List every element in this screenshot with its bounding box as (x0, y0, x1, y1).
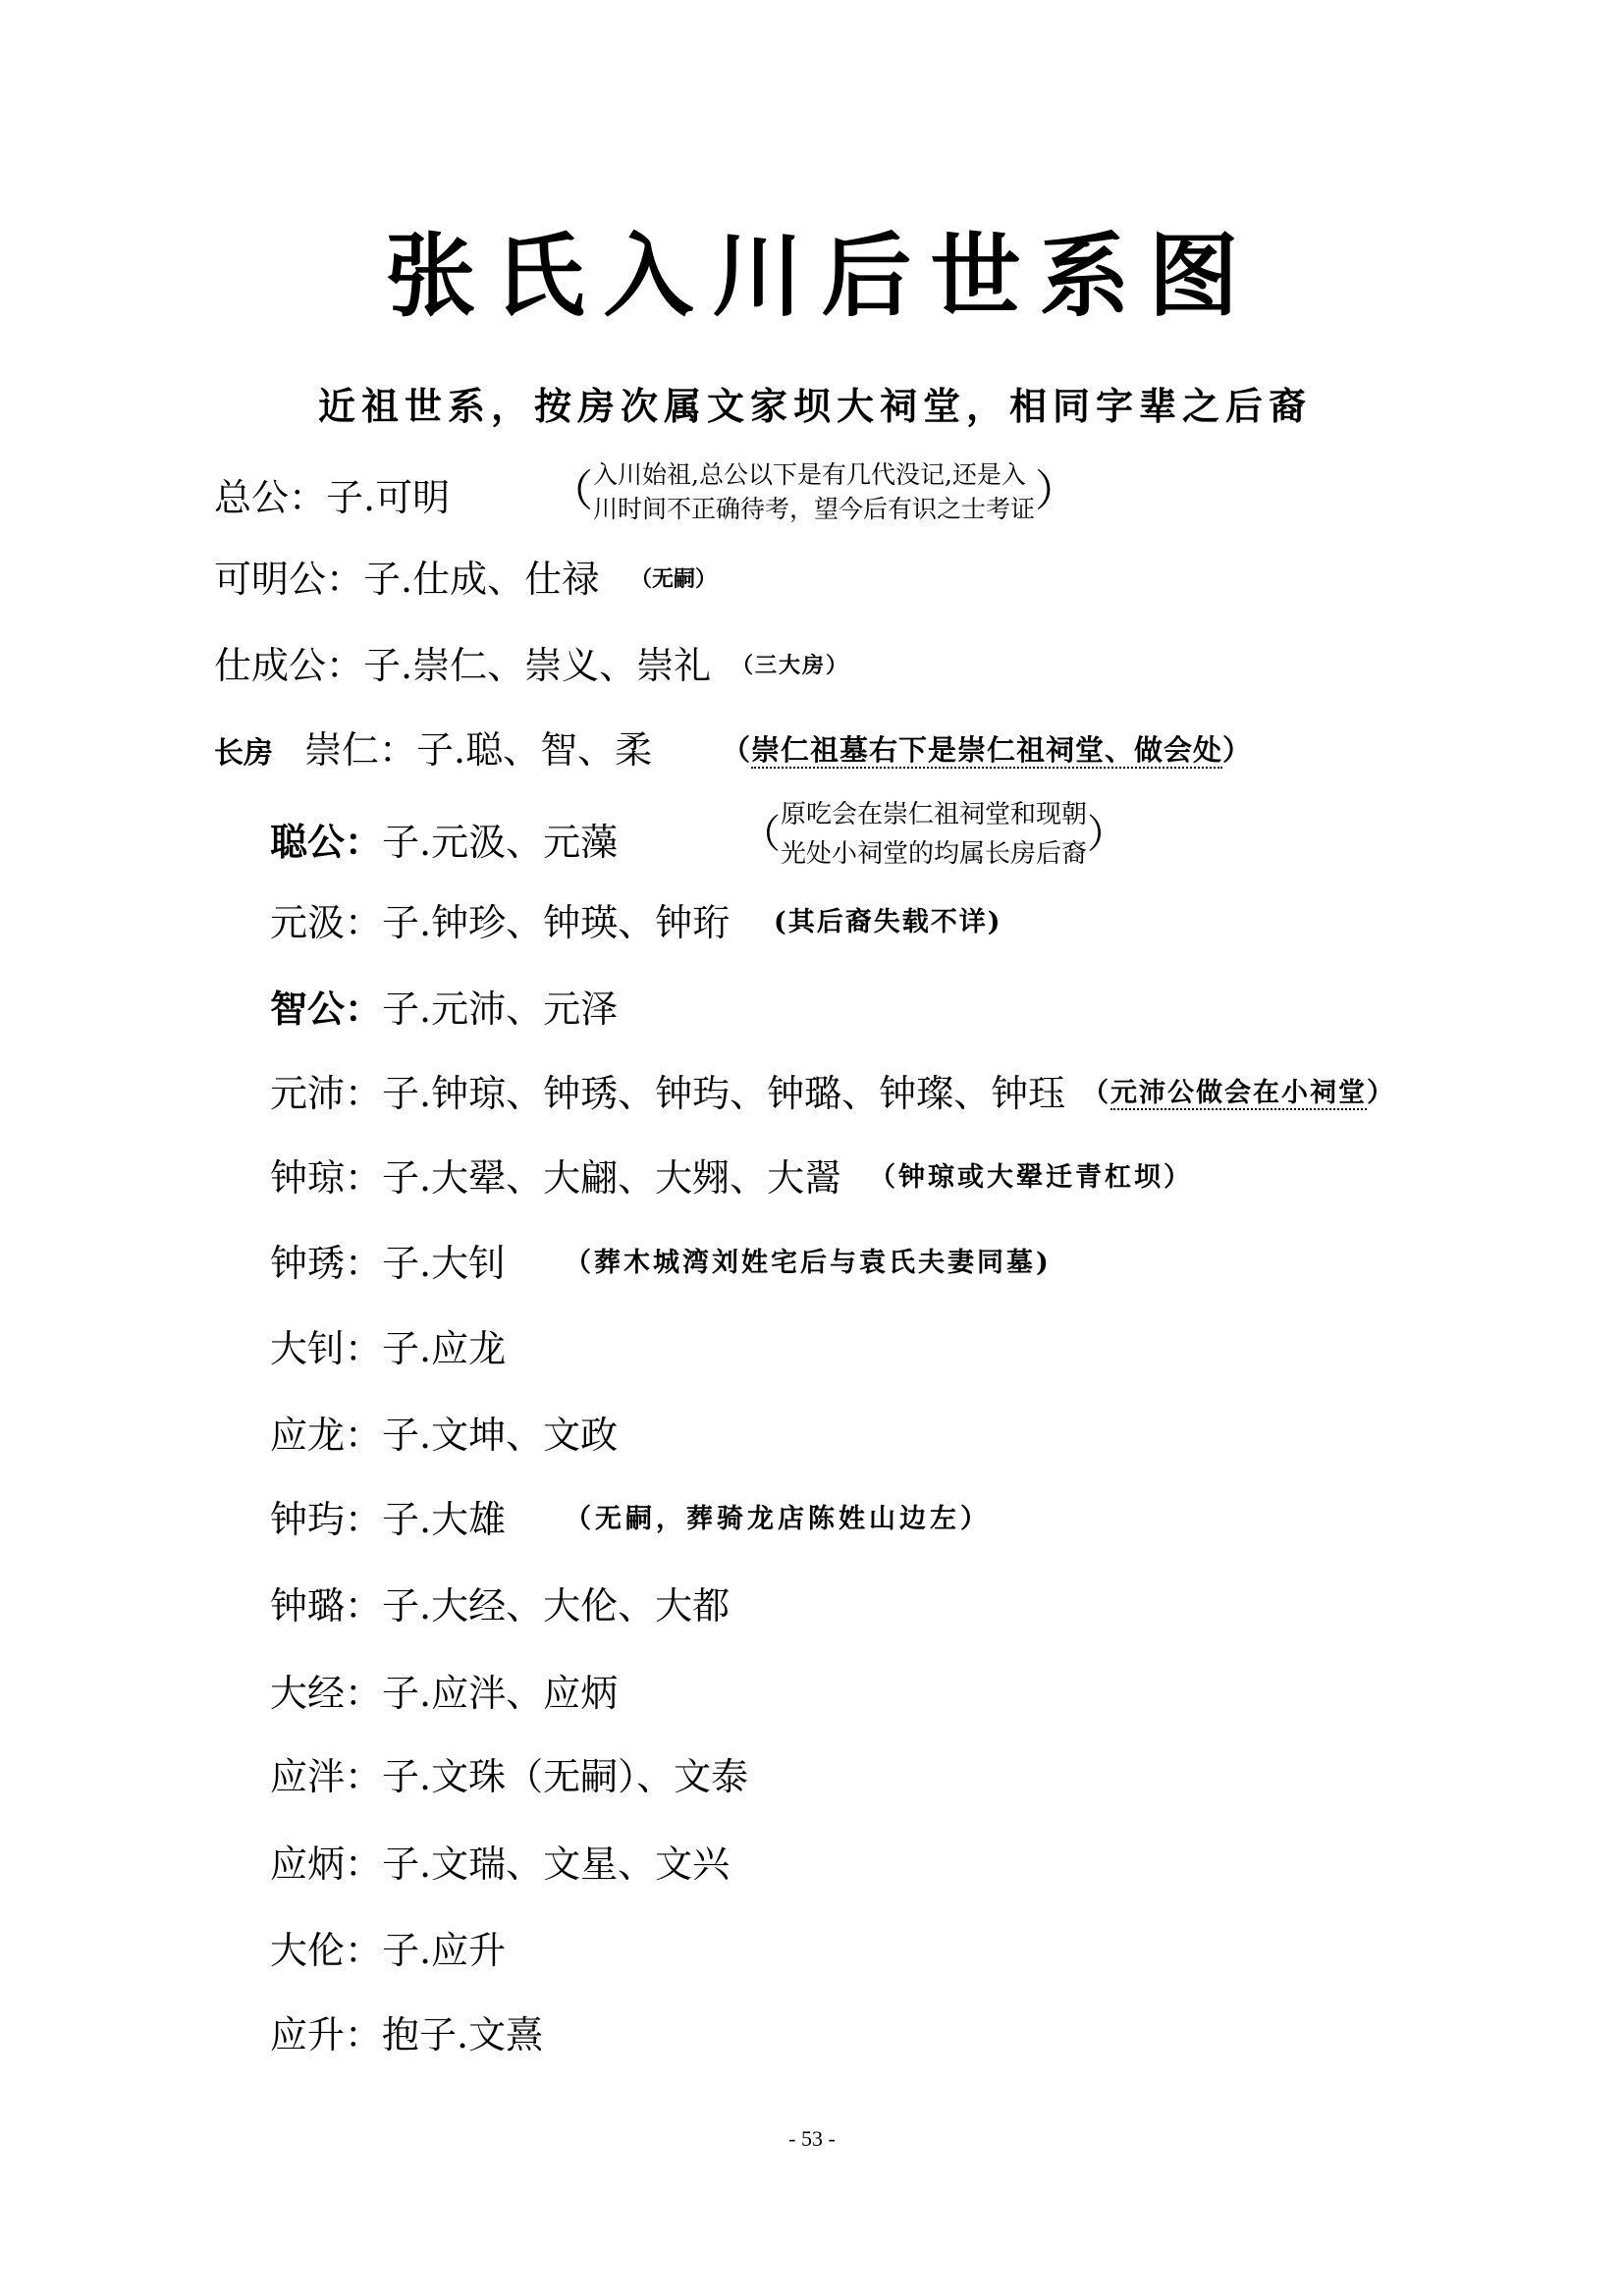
branch-label: 长房 (214, 736, 273, 771)
descendants: 子.文珠（无嗣）、文泰 (382, 1755, 749, 1798)
annotation-open-paren: （ (722, 733, 752, 767)
annotation: （钟琼或大翚迁青杠坝） (869, 1162, 1193, 1193)
ancestor-name: 智公： (270, 987, 383, 1031)
ancestor-name: 聪公： (270, 820, 383, 864)
lineage-row (270, 1927, 506, 1974)
annotation-line: 光处小祠堂的均属长房后裔 (781, 839, 1088, 869)
annotation: （三大房） (731, 653, 850, 678)
descendants: 子.元汲、元藻 (382, 821, 619, 864)
annotation-line: 川时间不正确待考，望今后有识之士考证 (593, 495, 1036, 523)
ancestor-name: 大经： (270, 1672, 383, 1715)
lineage-row (270, 1070, 1065, 1117)
annotation-text: 元沛公做会在小祠堂 (1110, 1078, 1367, 1108)
lineage-row (270, 1154, 841, 1201)
lineage-row (214, 474, 450, 521)
lineage-row (214, 556, 599, 603)
descendants: 子.仕成、仕禄 (363, 558, 600, 601)
lineage-row (270, 1753, 748, 1800)
annotation (1082, 1070, 1395, 1117)
lineage-row (270, 899, 730, 946)
annotation: （无嗣，葬骑龙店陈姓山边左） (565, 1504, 991, 1534)
ancestor-name: 应龙： (270, 1414, 383, 1457)
descendants: 子.文瑞、文星、文兴 (382, 1842, 731, 1886)
descendants: 子.应泮、应炳 (382, 1672, 619, 1715)
lineage-row (270, 1240, 506, 1287)
annotation: (其后裔失载不详) (774, 907, 1002, 937)
annotation-close-paren: ） (1222, 733, 1253, 767)
annotation: （葬木城湾刘姓宅后与袁氏夫妻同墓) (565, 1248, 1052, 1278)
lineage-row (270, 1325, 506, 1372)
annotation-line: 原吃会在崇仁祖祠堂和现朝 (781, 800, 1088, 829)
ancestor-name: 钟璐： (270, 1584, 383, 1628)
annotation-open-paren: （ (550, 466, 593, 516)
ancestor-name: 钟琇： (270, 1242, 383, 1285)
ancestor-name: 应炳： (270, 1842, 383, 1886)
descendants: 子.钟琼、钟琇、钟玙、钟璐、钟璨、钟珏 (382, 1072, 1066, 1115)
lineage-row (270, 1841, 730, 1888)
descendants: 子.大经、大伦、大都 (382, 1584, 731, 1628)
annotation-line: 入川始祖,总公以下是有几代没记,还是入 (593, 460, 1026, 489)
annotation: （无嗣） (630, 566, 718, 592)
page-title: 张氏入川后世系图 (385, 223, 1258, 329)
lineage-row (270, 819, 618, 866)
ancestor-name: 钟玙： (270, 1498, 383, 1541)
ancestor-name: 大钊： (270, 1327, 383, 1370)
ancestor-name: 钟琼： (270, 1156, 383, 1200)
annotation-open-paren: （ (1082, 1078, 1110, 1108)
descendants: 抱子.文熹 (382, 2013, 544, 2056)
lineage-row (214, 642, 711, 689)
descendants: 子.元沛、元泽 (382, 988, 619, 1031)
lineage-row (270, 1670, 618, 1717)
descendants: 子.崇仁、崇义、崇礼 (363, 644, 712, 687)
ancestor-name: 仕成公： (214, 644, 364, 687)
annotation-lines (593, 457, 1035, 526)
annotation (550, 457, 1078, 526)
descendants: 子.应龙 (382, 1327, 507, 1370)
lineage-row (270, 1496, 506, 1543)
descendants: 子.大翚、大翩、大翙、大翯 (382, 1156, 842, 1200)
lineage-row (270, 986, 618, 1033)
annotation-open-paren: （ (741, 812, 781, 857)
descendants: 子.聪、智、柔 (416, 728, 653, 772)
ancestor-name: 元沛： (270, 1072, 383, 1115)
ancestor-name: 应泮： (270, 1755, 383, 1798)
lineage-row (214, 726, 652, 774)
ancestor-name: 元汲： (270, 901, 383, 944)
descendants: 子.钟珍、钟瑛、钟珩 (382, 901, 731, 944)
ancestor-name: 可明公： (214, 558, 364, 601)
lineage-row (270, 2011, 543, 2058)
ancestor-name: 大伦： (270, 1929, 383, 1972)
descendants: 子.可明 (326, 476, 451, 519)
descendants: 子.大雄 (382, 1498, 507, 1541)
annotation-lines (781, 795, 1087, 874)
page-subtitle: 近祖世系，按房次属文家坝大祠堂，相同字辈之后裔 (317, 384, 1312, 428)
ancestor-name: 总公： (214, 476, 327, 519)
descendants: 子.应升 (382, 1929, 507, 1972)
descendants: 子.大钊 (382, 1242, 507, 1285)
page-number: - 53 - (788, 2126, 836, 2151)
annotation-close-paren: ） (1367, 1078, 1395, 1108)
annotation-close-paren: ） (1035, 466, 1079, 516)
lineage-row (270, 1582, 730, 1629)
lineage-row (270, 1412, 618, 1459)
ancestor-name: 应升： (270, 2013, 383, 2056)
annotation-text: 崇仁祖墓右下是崇仁祖祠堂、做会处 (751, 733, 1223, 767)
ancestor-name: 崇仁： (304, 728, 417, 772)
annotation-close-paren: ） (1087, 812, 1127, 857)
annotation (741, 795, 1126, 874)
annotation (722, 726, 1252, 774)
descendants: 子.文坤、文政 (382, 1414, 619, 1457)
